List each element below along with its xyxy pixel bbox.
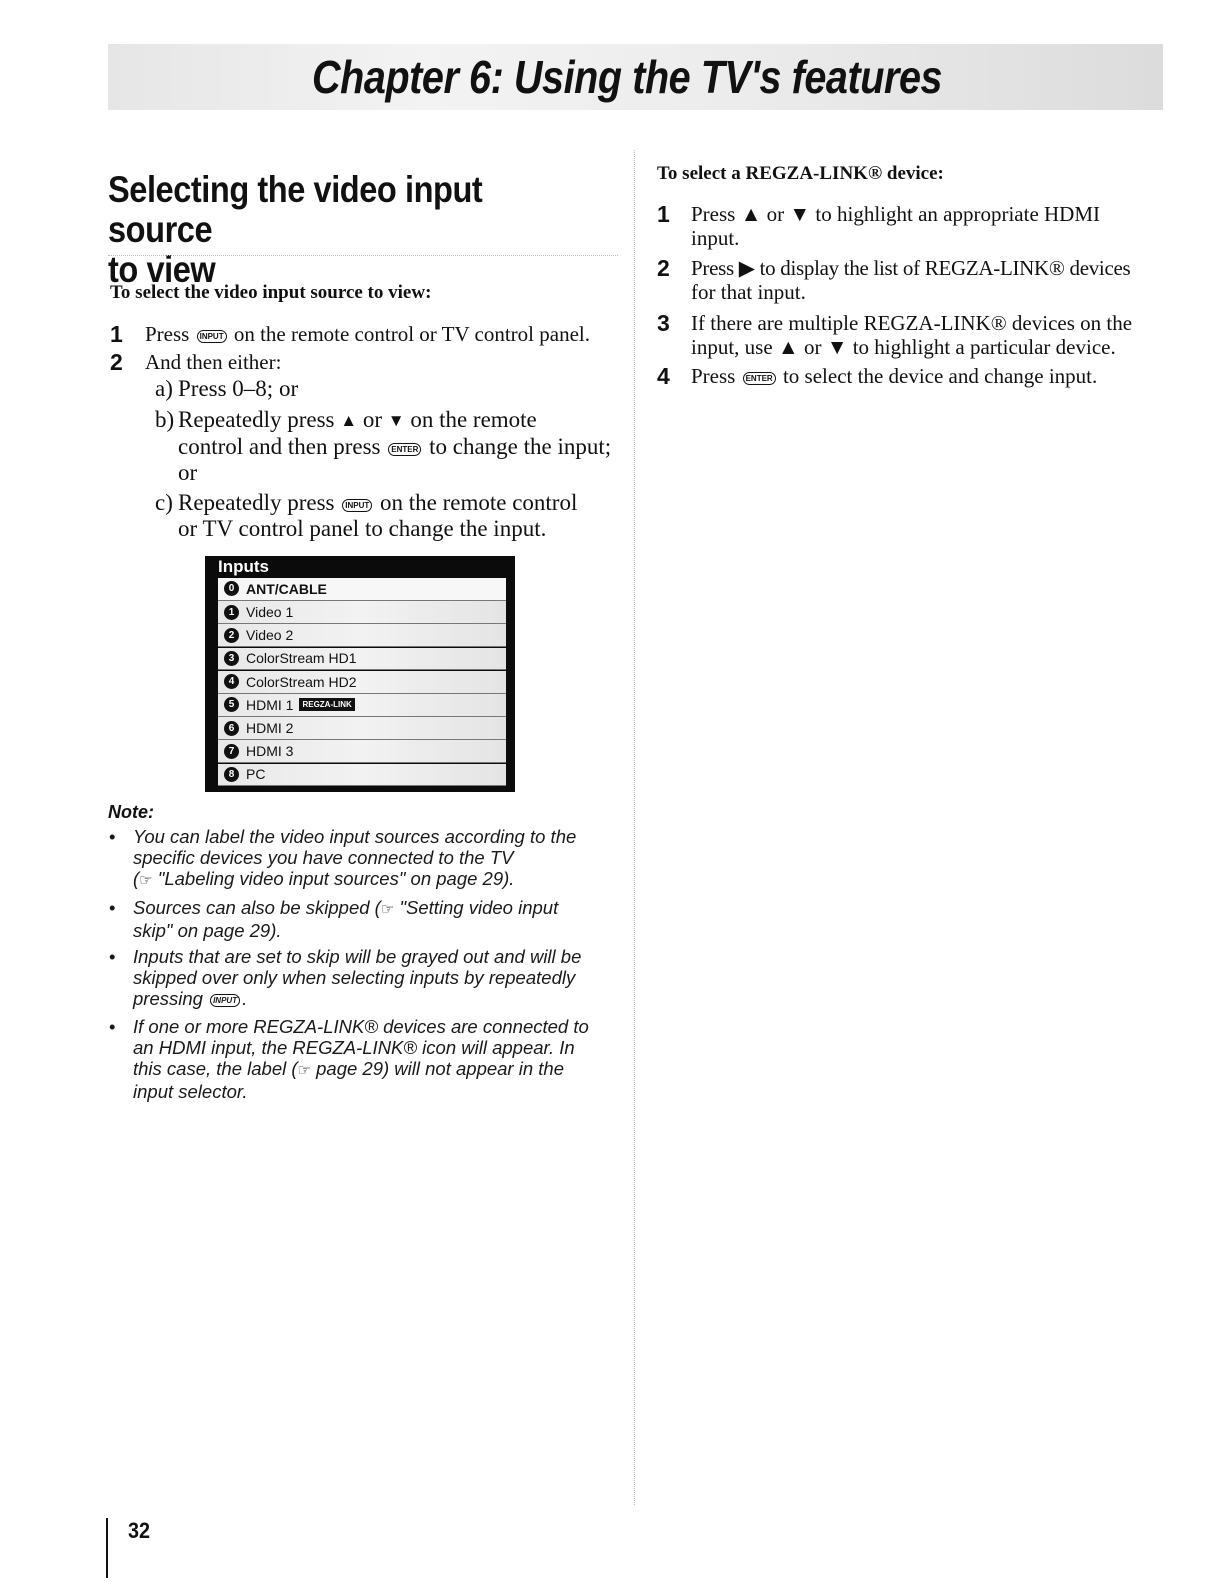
note-line: pressing <box>133 988 203 1009</box>
page-number-rule <box>106 1518 108 1578</box>
option-text: or <box>362 407 382 432</box>
input-item-label: Video 1 <box>246 604 294 621</box>
bullet-icon: • <box>109 826 116 847</box>
input-item-label: PC <box>246 766 266 783</box>
input-item-label: ColorStream HD1 <box>246 650 357 667</box>
step-number: 1 <box>657 201 670 227</box>
step-line: for that input. <box>691 280 806 304</box>
note-line: specific devices you have connected to the TV <box>133 847 514 868</box>
option-text: or TV control panel to change the input. <box>178 516 547 541</box>
option-c <box>155 490 625 542</box>
step-line: input, use ▲ or ▼ to highlight a particular device. <box>691 335 1116 359</box>
number-3-icon: 3 <box>224 651 239 666</box>
bullet-icon: • <box>109 1016 116 1037</box>
left-step-2 <box>110 350 630 374</box>
note-line: input selector. <box>133 1081 248 1102</box>
note-item-2 <box>109 897 623 941</box>
enter-button-icon: ENTER <box>388 443 421 456</box>
input-item-ant-cable[interactable] <box>218 578 506 601</box>
title-divider <box>108 255 618 256</box>
input-item-hdmi-3[interactable] <box>218 740 506 763</box>
input-item-label: HDMI 1 <box>246 696 294 713</box>
note-line: "Labeling video input sources" on page 29). <box>157 868 515 889</box>
inputs-menu <box>205 556 515 792</box>
section-title-line1: Selecting the video input source <box>108 169 483 250</box>
option-label: c) <box>155 490 173 515</box>
step-text: And then either: <box>145 350 282 374</box>
regza-link-badge: REGZA-LINK <box>299 698 354 711</box>
option-text: to change the input; <box>429 434 612 459</box>
bullet-icon: • <box>109 897 116 918</box>
enter-button-icon: ENTER <box>743 372 776 385</box>
number-7-icon: 7 <box>224 744 239 759</box>
number-4-icon: 4 <box>224 674 239 689</box>
input-item-label: Video 2 <box>246 627 294 644</box>
section-title <box>108 170 566 290</box>
step-text-pre: Press <box>145 322 190 346</box>
step-line: input. <box>691 226 740 250</box>
step-line: Press ▲ or ▼ to highlight an appropriate HDMI <box>691 202 1101 226</box>
input-item-label: ANT/CABLE <box>246 580 327 597</box>
step-line: Press <box>691 364 736 388</box>
page-number: 32 <box>128 1518 151 1543</box>
option-text: control and then press <box>178 434 381 459</box>
note-line: If one or more REGZA-LINK® devices are connected to <box>133 1016 589 1037</box>
input-button-icon: INPUT <box>210 994 240 1007</box>
input-item-label: HDMI 3 <box>246 743 294 760</box>
option-a <box>155 376 615 402</box>
left-step-1 <box>110 322 630 346</box>
reference-hand-icon: ☞ <box>380 901 395 918</box>
note-item-4 <box>109 1016 623 1102</box>
note-line: an HDMI input, the REGZA-LINK® icon will appear. In <box>133 1037 575 1058</box>
left-subhead: To select the video input source to view: <box>110 282 432 303</box>
note-line: skipped over only when selecting inputs by repeatedly <box>133 967 576 988</box>
right-subhead: To select a REGZA-LINK® device: <box>657 163 944 184</box>
number-0-icon: 0 <box>224 581 239 596</box>
chapter-title: Chapter 6: Using the TV's features <box>312 51 943 103</box>
note-heading: Note: <box>108 802 154 822</box>
option-text: Repeatedly press <box>178 407 335 432</box>
option-text: Press 0–8; or <box>178 376 299 401</box>
number-6-icon: 6 <box>224 721 239 736</box>
option-text: or <box>178 460 198 485</box>
step-text-post: on the remote control or TV control panel. <box>233 322 590 346</box>
step-number: 2 <box>110 349 123 375</box>
step-number: 1 <box>110 321 123 347</box>
step-line: If there are multiple REGZA-LINK® devices on the <box>691 311 1133 335</box>
input-button-icon: INPUT <box>197 330 227 343</box>
input-item-pc[interactable] <box>218 764 506 787</box>
up-arrow-icon: ▲ <box>340 411 358 430</box>
note-line: "Setting video input <box>399 897 559 918</box>
step-line: to select the device and change input. <box>782 364 1098 388</box>
bullet-icon: • <box>109 946 116 967</box>
step-number: 2 <box>657 255 670 281</box>
right-step-2 <box>657 256 1162 304</box>
input-item-colorstream-hd1[interactable] <box>218 648 506 671</box>
option-label: b) <box>155 407 175 432</box>
option-text: on the remote <box>410 407 537 432</box>
section-title-line2: to view <box>108 249 216 290</box>
input-item-label: HDMI 2 <box>246 720 294 737</box>
note-item-3: • Inputs that are set to skip will be grayed out and will be skipped over only when selecting inputs by repeatedly pressing INPUT . <box>133 946 623 1009</box>
option-b <box>155 407 625 486</box>
number-8-icon: 8 <box>224 767 239 782</box>
note-line: skip" on page 29). <box>133 920 282 941</box>
number-1-icon: 1 <box>224 605 239 620</box>
note-line: Inputs that are set to skip will be grayed out and will be <box>133 946 582 967</box>
input-item-hdmi-1[interactable] <box>218 694 506 717</box>
option-label: a) <box>155 376 173 401</box>
step-number: 3 <box>657 310 670 336</box>
note-line: this case, the label ( <box>133 1058 298 1079</box>
note-line: You can label the video input sources according to the <box>133 826 577 847</box>
option-text: Repeatedly press <box>178 490 335 515</box>
input-item-hdmi-2[interactable] <box>218 717 506 740</box>
input-item-video-2[interactable] <box>218 624 506 647</box>
number-2-icon: 2 <box>224 628 239 643</box>
option-text: on the remote control <box>379 490 578 515</box>
step-line: Press ▶ to display the list of REGZA-LINK® devices <box>691 256 1131 280</box>
note-item-1: • You can label the video input sources according to the specific devices you have connected to the TV (☞ "Labeling video input sources" on page 29). <box>133 826 623 891</box>
step-number: 4 <box>657 363 670 389</box>
reference-hand-icon: ☞ <box>297 1062 311 1079</box>
input-button-icon: INPUT <box>342 499 372 512</box>
number-5-icon: 5 <box>224 697 239 712</box>
input-item-colorstream-hd2[interactable] <box>218 671 506 694</box>
input-item-label: ColorStream HD2 <box>246 673 357 690</box>
right-step-1 <box>657 202 1162 250</box>
down-arrow-icon: ▼ <box>387 411 405 430</box>
right-step-4 <box>657 364 1162 388</box>
column-divider <box>634 150 635 1505</box>
reference-hand-icon: ☞ <box>139 872 153 889</box>
inputs-menu-title: Inputs <box>218 557 269 576</box>
right-step-3 <box>657 311 1162 359</box>
inputs-menu-list <box>218 578 506 787</box>
note-line: Sources can also be skipped ( <box>133 897 381 918</box>
input-item-video-1[interactable] <box>218 601 506 624</box>
note-line: page 29) will not appear in the <box>316 1058 564 1079</box>
